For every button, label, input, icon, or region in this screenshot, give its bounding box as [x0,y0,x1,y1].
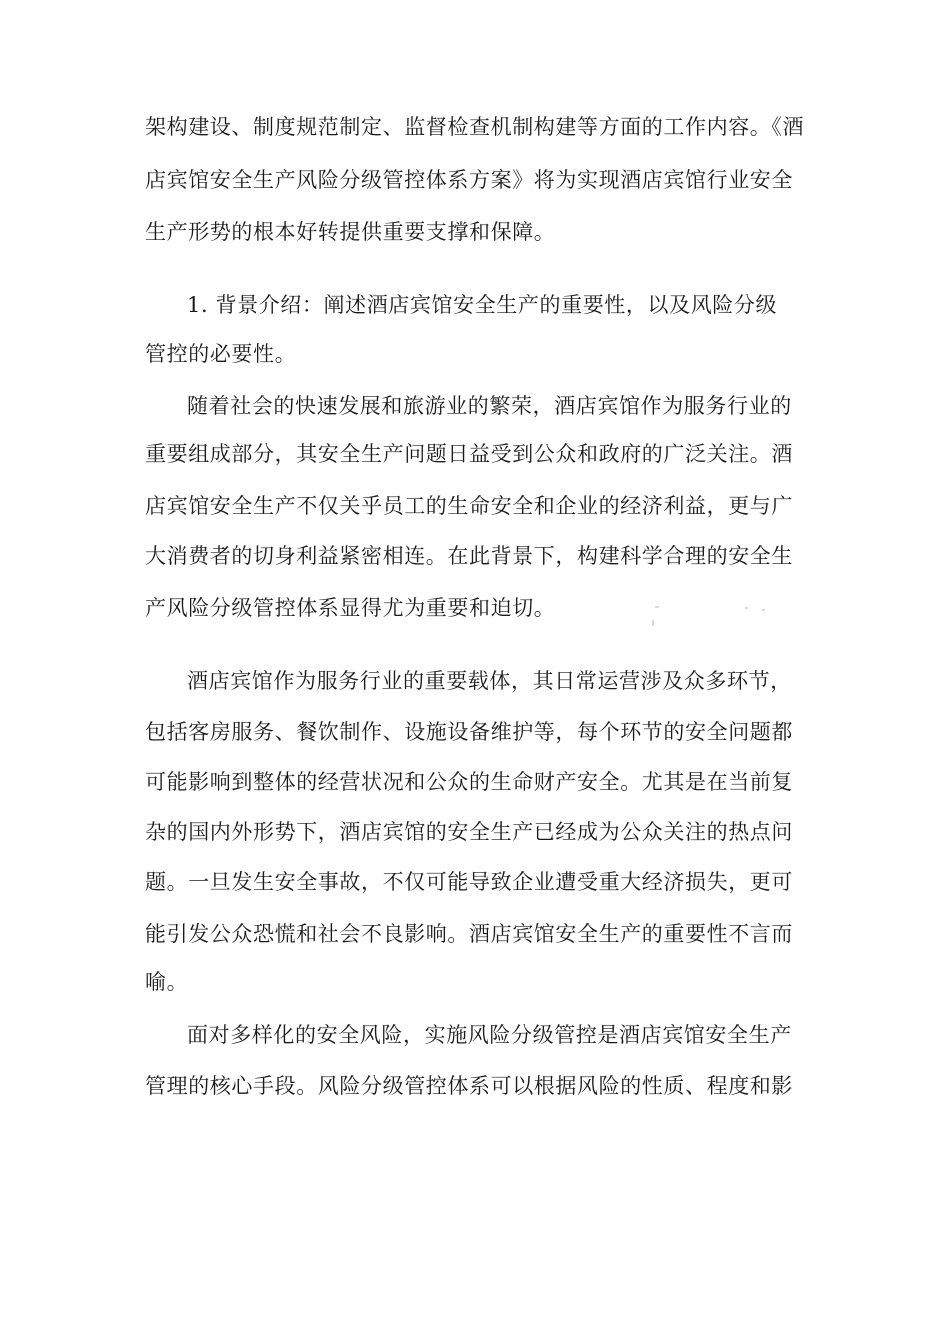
text-line: 架构建设、制度规范制定、监督检查机制构建等方面的工作内容。《酒 [145,115,805,139]
text-line: 重要组成部分，其安全生产问题日益受到公众和政府的广泛关注。酒 [145,442,793,466]
text-line: 管理的核心手段。风险分级管控体系可以根据风险的性质、程度和影 [145,1074,793,1098]
text-line: 能引发公众恐慌和社会不良影响。酒店宾馆安全生产的重要性不言而 [145,922,793,946]
scan-speck [652,620,654,626]
scan-speck [762,609,765,611]
scan-speck [745,607,748,609]
text-line: 大消费者的切身利益紧密相连。在此背景下，构建科学合理的安全生 [145,544,793,568]
text-line: 包括客房服务、餐饮制作、设施设备维护等，每个环节的安全问题都 [145,720,793,744]
text-line: 可能影响到整体的经营状况和公众的生命财产安全。尤其是在当前复 [145,770,793,794]
text-line: 杂的国内外形势下，酒店宾馆的安全生产已经成为公众关注的热点问 [145,820,793,844]
text-line: 题。一旦发生安全事故，不仅可能导致企业遭受重大经济损失，更可 [145,870,793,894]
section-heading-line: 管控的必要性。 [145,342,297,366]
text-line: 喻。 [145,970,189,994]
text-line: 产风险分级管控体系显得尤为重要和迫切。 [145,596,556,620]
text-line: 生产形势的根本好转提供重要支撑和保障。 [145,220,556,244]
scan-speck [655,606,659,608]
text-line: 随着社会的快速发展和旅游业的繁荣，酒店宾馆作为服务行业的 [187,394,792,418]
text-line: 面对多样化的安全风险，实施风险分级管控是酒店宾馆安全生产 [187,1023,792,1047]
text-line: 店宾馆安全生产风险分级管控体系方案》将为实现酒店宾馆行业安全 [145,168,793,192]
text-line: 店宾馆安全生产不仅关乎员工的生命安全和企业的经济利益，更与广 [145,494,793,518]
section-heading-line: 1. 背景介绍：阐述酒店宾馆安全生产的重要性，以及风险分级 [187,293,778,317]
text-line: 酒店宾馆作为服务行业的重要载体，其日常运营涉及众多环节， [187,669,792,693]
